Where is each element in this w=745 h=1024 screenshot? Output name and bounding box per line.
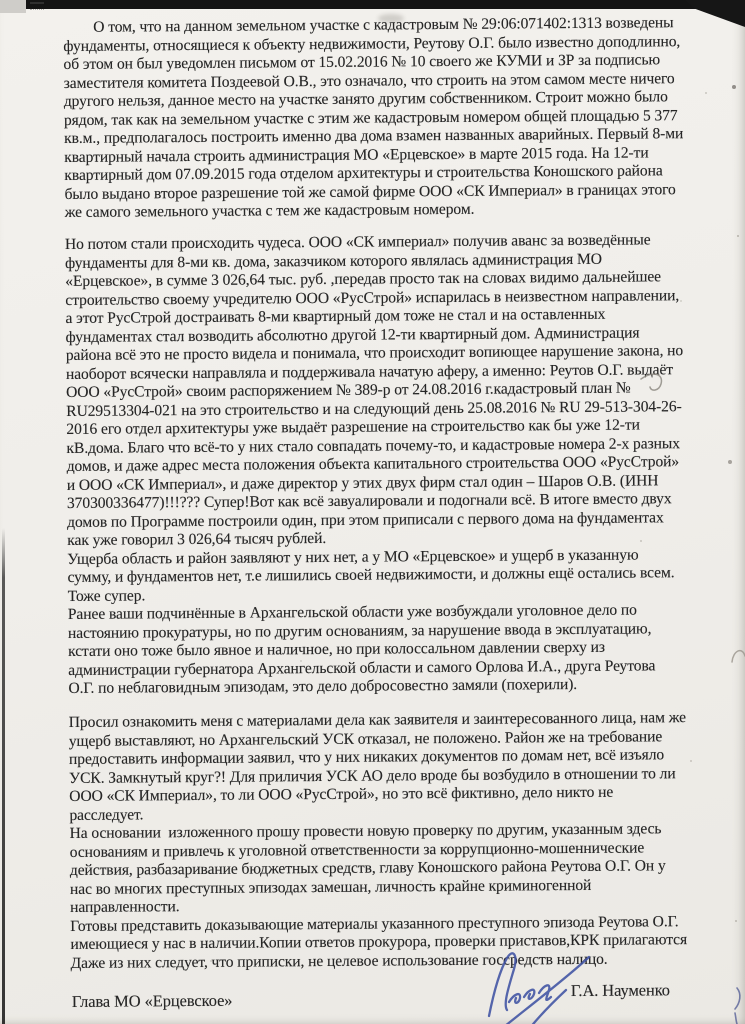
signer-name: Г.А. Науменко <box>570 980 671 1001</box>
text-line: ущерб выставляют, но Архангельский УСК отказал, не положено. Район же на требование <box>68 727 663 750</box>
text-line: Просил ознакомить меня с материалами дела как заявителя и заинтересованного лица, нам же <box>68 709 687 731</box>
text-line: предоставить информации заявил, что у них никаких документов по домам нет, всё изъяло <box>68 746 665 768</box>
letter-body <box>63 0 731 1024</box>
text-line: Ранее ваши подчинённые в Архангельской области уже возбуждали уголовное дело по <box>67 601 637 623</box>
text-line: а этот РусСтрой достраивать 8-ми квартирный дом тоже не стал и на оставленных <box>65 305 606 327</box>
text-line: квартирный начала строить администрация МО «Ерцевское» в марте 2015 года. На 12-ти <box>64 143 649 166</box>
text-line: Ущерба область и район заявляют у них нет, а у МО «Ерцевское» и ущерб в указанную <box>67 545 639 568</box>
paragraph-fraud-story <box>65 231 727 551</box>
text-line: заместителя комитета Поздеевой О.В., это означало, что строить на этом самом месте ничего <box>63 69 675 92</box>
text-line: «Ерцевское», в сумме 3 026,64 тыс. руб. ,передав просто так на словах видимо дальнейшее <box>65 268 662 290</box>
text-line: администрации губернатора Архангельской области и самого Орлова И.А., друга Реутова <box>68 656 656 679</box>
text-line: настоянию прокуратуры, но по другим основаниям, за нарушение ввода в эксплуатацию, <box>67 619 652 642</box>
text-line: ООО «РусСтрой» своим распоряжением № 389-р от 24.08.2016 г.кадастровый план № <box>66 379 631 401</box>
text-line: кстати оно тоже было явное и наличное, но при колоссальном давлении сверху из <box>68 638 605 660</box>
text-line: квартирный дом 07.09.2015 года отделом архитектуры и строительства Коношского района <box>64 162 663 184</box>
text-line: УСК. Замкнутый круг?! Для приличия УСК АО дело вроде бы возбудило в отношении то ли <box>69 764 676 787</box>
paragraph-prior-case <box>68 601 729 699</box>
text-line: как уже говорил 3 026,64 тысяч рублей. <box>67 529 327 549</box>
text-line: фундаменты для 8-ми кв. дома, заказчиком которого являлась администрация МО <box>64 250 602 272</box>
text-line: На основании изложенного прошу провести новую проверку по другим, указанным здесь <box>69 820 662 842</box>
paragraph-damage <box>67 545 727 606</box>
scan-left-edge-shadow <box>2 528 5 1024</box>
text-line: О том, что на данном земельном участке с кадастровым № 29:06:071402:1313 возведены <box>93 14 674 36</box>
text-line: района всё это не просто видела и понимала, что происходит вопиющее нарушение закона, но <box>65 342 684 364</box>
text-line: кв.м., предполагалось построить именно два дома взамен названных аварийных. Первый 8-ми <box>64 125 684 147</box>
text-line: Но потом стали происходить чудеса. ООО «СК империал» получив аванс за возведённые <box>64 231 651 253</box>
text-line: строительство своему учредителю ООО «РусСтрой» испарилась в неизвестном направлении, <box>65 286 680 309</box>
text-line: рядом, так как на земельном участке с этим же кадастровым номером общей площадью 5 377 <box>63 106 678 129</box>
paragraph-request-access <box>69 709 730 825</box>
text-line: 370300336477)!!!??? Супер!Вот как всё завуалировали и подогнали всё. В итоге вместо двух <box>66 490 672 512</box>
scan-corner-artifact <box>0 0 26 13</box>
text-line: сумму, и фундаментов нет, т.е лишились своей недвижимости, и должны ещё остались всем. <box>67 564 675 586</box>
text-line: фундаменты, относящиеся к объекту недвижимости, Реутову О.Г. было известно доподлинно, <box>63 32 681 55</box>
text-line: О.Г. по неблаговидным эпизодам, это дело добросовестно замяли (похерили). <box>68 675 578 697</box>
text-line: RU29513304-021 на это строительство и на следующий день 25.08.2016 № RU 29-513-304-26- <box>66 397 682 420</box>
text-line: действия, разбазаривание бюджетных средств, главу Коношского района Реутова О.Г. Он у <box>69 857 666 879</box>
paragraph-group-3 <box>69 709 731 973</box>
paragraph-evidence <box>70 912 730 954</box>
text-line: домов по Программе построили один, при этом приписали с первого дома на фундаментах <box>67 508 664 531</box>
signer-title: Глава МО «Ерцевское» <box>71 990 233 1011</box>
text-line: домов, и даже адрес места положения объекта капитального строительства ООО «РусСтрой» <box>66 453 680 475</box>
text-line: направленности. <box>70 898 180 916</box>
text-line: фундаментах стал возводить абсолютно другой 12-ти квартирный дом. Администрация <box>65 323 640 346</box>
text-line: же самого земельного участка с тем же кадастровым номером. <box>64 200 475 221</box>
text-line: 2016 его отдел архитектуры уже выдаёт разрешение на строительство как бы уже 12-ти <box>66 416 640 438</box>
text-line: было выдано второе разрешение той же самой фирме ООО «СК Империал» в границах этого <box>64 180 676 203</box>
dust-specks <box>0 0 2 2</box>
text-line: Даже из них следует, что приписки, не целевое использование госсредств налицо. <box>70 950 608 972</box>
paragraph-group-2 <box>65 231 729 699</box>
text-line: расследует. <box>69 805 144 824</box>
text-line: другого нельзя, данное место на участке занято другим собственником. Строит можно было <box>63 88 668 110</box>
scan-artifact <box>30 2 44 10</box>
text-line: и ООО «СК Империал», и даже директор у этих двух фирм стал один – Шаров О.В. (ИНН <box>66 471 659 494</box>
text-line: имеющиеся у нас в наличии.Копии ответов прокурора, проверки приставов,КРК прилагаются <box>70 931 688 953</box>
text-line: наоборот всячески направляла и поддерживала начатую аферу, а именно: Реутов О.Г. выдаёт <box>65 360 674 383</box>
paragraph-demand <box>69 820 730 918</box>
text-line: об этом он был уведомлен письмом от 15.02.2016 № 10 своего же КУМИ и ЗР за подписью <box>63 51 661 73</box>
paragraph-intro <box>63 14 725 223</box>
text-line: кВ.дома. Благо что всё-то у них стало совпадать почему-то, и кадастровые номера 2-х разных <box>66 434 680 457</box>
text-line: нас во многих преступных эпизодах замешан, личность крайне криминогенной <box>69 876 592 898</box>
text-line: Тоже супер. <box>67 586 146 605</box>
text-line: Готовы представить доказывающие материалы указанного преступного эпизода Реутова О.Г. <box>70 912 679 935</box>
text-line: ООО «СК Империал», то ли ООО «РусСтрой», но это всё фиктивно, дело никто не <box>69 783 614 805</box>
text-line: основаниям и привлечь к уголовной ответственности за коррупционно-мошеннические <box>69 838 645 861</box>
paragraph-group-1 <box>63 14 725 223</box>
